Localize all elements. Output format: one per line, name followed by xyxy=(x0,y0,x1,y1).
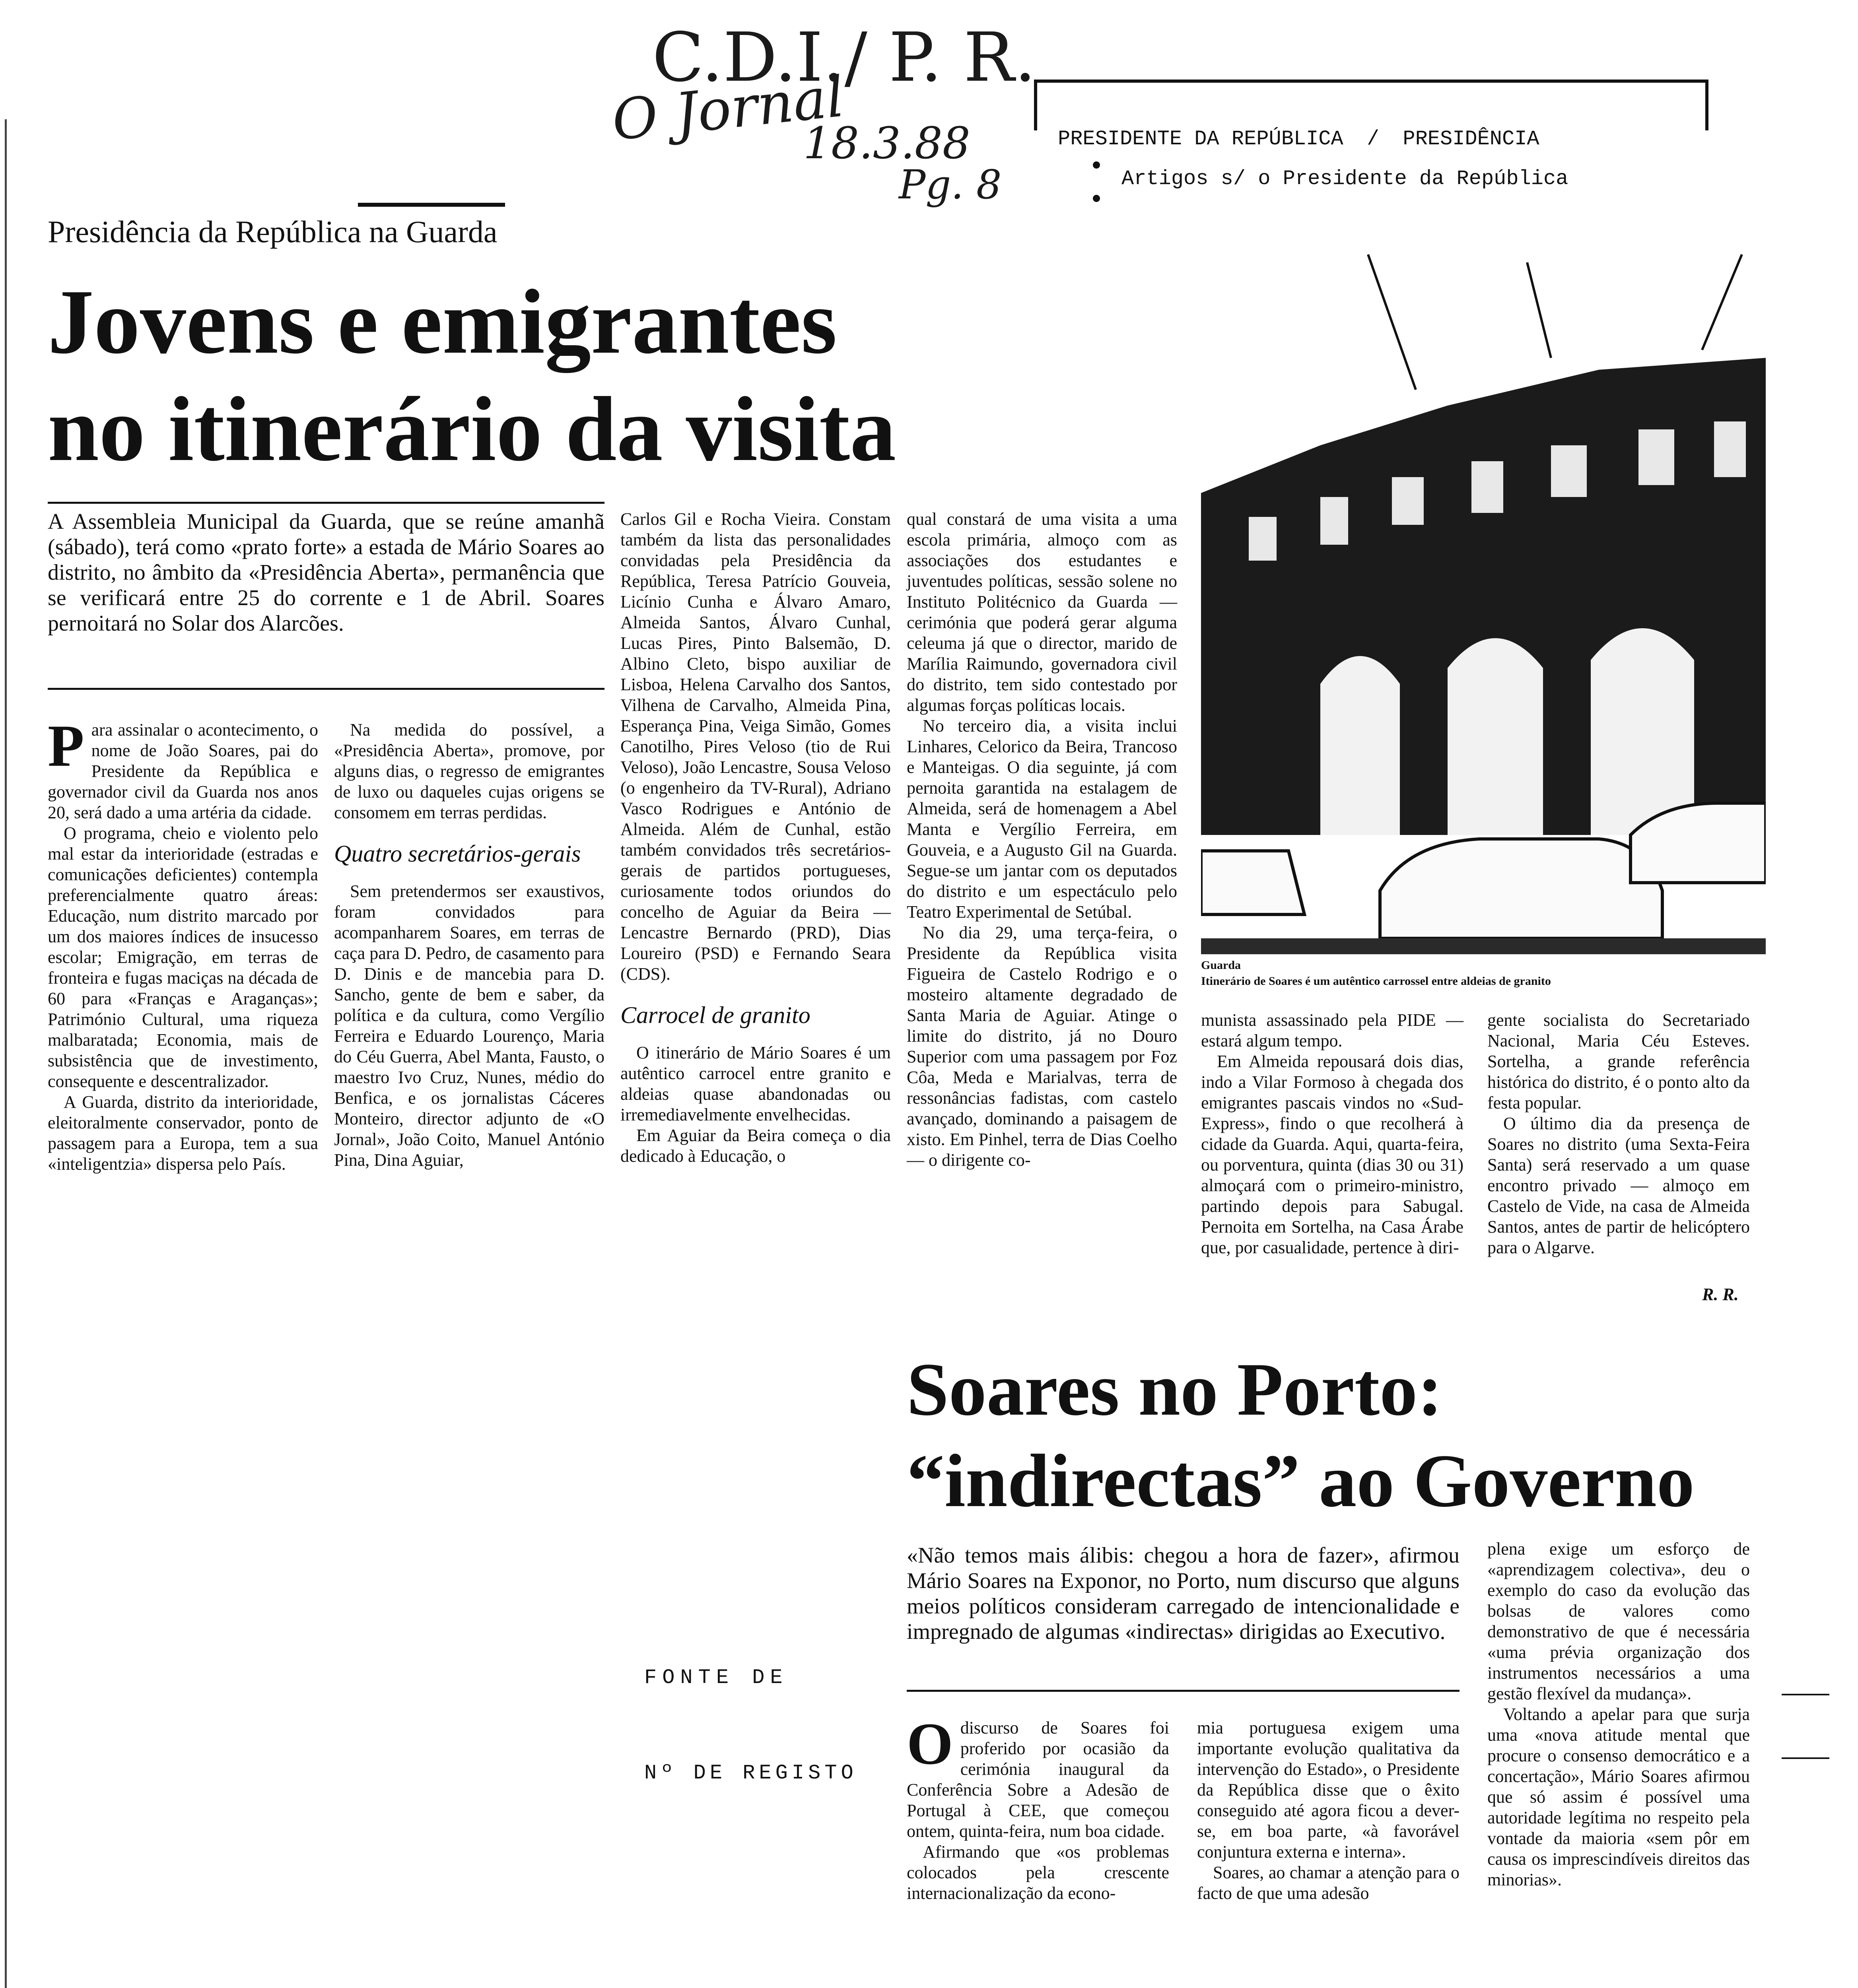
margin-mark xyxy=(1782,1694,1829,1695)
lead-rule-top xyxy=(48,502,604,504)
drop-cap: P xyxy=(48,713,84,779)
paragraph: plena exige um esforço de «aprendizagem colectiva», deu o exemplo do caso da evolução das bolsas de valores como demonstrativo de que é necessária «uma prévia organização dos instrumentos necessários a uma gestão flexível da mudança». xyxy=(1487,1539,1750,1703)
paragraph: munista assassinado pela PIDE — estará algum tempo. xyxy=(1201,1010,1463,1050)
photo-caption-title: Guarda xyxy=(1201,959,1241,972)
paragraph: Em Aguiar da Beira começa o dia dedicado à Educação, o xyxy=(620,1126,891,1166)
form-registo-label: Nº DE REGISTO xyxy=(644,1761,857,1785)
archive-header-line2: Artigos s/ o Presidente da República xyxy=(1121,167,1568,190)
paragraph: O itinerário de Mário Soares é um autêntico carrocel entre granito e aldeias quase abandonadas ou irremediavelmente envelhecidas. xyxy=(620,1043,891,1124)
archive-stamp: C.D.I./ P. R. xyxy=(652,18,1036,97)
paragraph: O último dia da presença de Soares no distrito (uma Sexta-Feira Santa) será reservado a um quase encontro privado — almoço em Castelo de Vide, na casa de Almeida Santos, antes de partir de helicóptero para o Algarve. xyxy=(1487,1114,1750,1257)
article1-column-4 xyxy=(907,509,1177,1171)
scan-edge-line xyxy=(5,119,7,1988)
bullet-icon xyxy=(1093,161,1100,169)
header-presidente: PRESIDENTE DA REPÚBLICA xyxy=(1058,127,1343,151)
drop-cap: O xyxy=(907,1711,953,1777)
handwritten-source: O Jornal xyxy=(609,64,847,153)
form-fonte-label: FONTE DE xyxy=(644,1666,788,1689)
paragraph: No dia 29, uma terça-feira, o Presidente da República visita Figueira de Castelo Rodrigo e o mosteiro altamente degradado de Santa Maria de Aguiar. Atinge o limite do distrito, já no Douro Superior com uma passagem por Foz Côa, Meda e Marialvas, terra de ressonâncias fadistas, com castelo avançado, dominando a paisagem de xisto. Em Pinhel, terra de Dias Coelho — o dirigente co- xyxy=(907,923,1177,1170)
photo-illustration xyxy=(1201,239,1766,954)
handwritten-date: 18.3.88 xyxy=(803,118,970,169)
bullet-icon xyxy=(1093,195,1100,202)
photo-caption-text: Itinerário de Soares é um autêntico carrossel entre aldeias de granito xyxy=(1201,975,1551,988)
article1-kicker: Presidência da República na Guarda xyxy=(48,214,498,249)
article2-lead: «Não temos mais álibis: chegou a hora de fazer», afirmou Mário Soares na Exponor, no Porto, num discurso que alguns meios políticos consideram carregado de intencionalidade e impregnado de algumas «indirectas» dirigidas ao Executivo. xyxy=(907,1543,1460,1644)
article1-column-2 xyxy=(334,720,604,1171)
paragraph: Afirmando que «os problemas colocados pela crescente internacionalização da econo- xyxy=(907,1842,1169,1903)
paragraph: qual constará de uma visita a uma escola primária, almoço com as associações dos estudantes e juventudes políticas, sessão solene no Instituto Politécnico da Guarda — cerimónia que poderá gerar alguma celeuma já que o director, marido de Marília Raimundo, governadora civil do distrito, tem sido contestado por algumas forças políticas locais. xyxy=(907,509,1177,715)
kicker-rule xyxy=(358,203,505,207)
handwritten-page: Pg. 8 xyxy=(899,161,1002,208)
article2-right-column xyxy=(1487,1539,1750,1890)
lead-rule-bottom xyxy=(48,688,604,690)
paragraph: O programa, cheio e violento pelo mal estar da interioridade (estradas e comunicações deficientes) contempla preferencialmente quatro áreas: Educação, num distrito marcado por um dos maiores índices de insucesso escolar; Emigração, em terras de fronteira e fugas maciças na década de 60 para «Franças e Araganças»; Património Cultural, uma riqueza malbaratada; Economia, mais de subsistência que de investimento, consequente e descentralizador. xyxy=(48,823,318,1091)
paragraph: Na medida do possível, a «Presidência Aberta», promove, por alguns dias, o regresso de emigrantes de luxo ou daqueles cujas origens se consomem em terras perdidas. xyxy=(334,720,604,822)
archive-header-line1 xyxy=(1058,127,1539,151)
article1-column-3 xyxy=(620,509,891,1167)
article2-title-line2: “indirectas” ao Governo xyxy=(907,1439,1695,1523)
guarda-photo xyxy=(1201,239,1766,954)
paragraph: Voltando a apelar para que surja uma «nova atitude mental que procure o consenso democrático e a concertação», Mário Soares afirmou que só assim é possível uma autoridade legítima no respeito pela vontade da maioria «sem pôr em causa os imprescindíveis direitos das minorias». xyxy=(1487,1705,1750,1889)
article1-title-line1: Jovens e emigrantes xyxy=(48,271,837,373)
subheading: Carrocel de granito xyxy=(620,1002,810,1028)
article1-title-line2: no itinerário da visita xyxy=(48,378,896,480)
paragraph: gente socialista do Secretariado Nacional, Maria Céu Esteves. Sortelha, a grande referência histórica do distrito, é o ponto alto da festa popular. xyxy=(1487,1010,1750,1112)
margin-mark xyxy=(1782,1757,1829,1759)
article2-title-line1: Soares no Porto: xyxy=(907,1348,1443,1431)
paragraph: A Guarda, distrito da interioridade, eleitoralmente conservador, ponto de passagem para a Europa, tem a sua «inteligentzia» dispersa pelo País. xyxy=(48,1092,318,1174)
article1-column-6 xyxy=(1487,1010,1750,1258)
paragraph: No terceiro dia, a visita inclui Linhares, Celorico da Beira, Trancoso e Manteigas. O dia seguinte, já com pernoita garantida na estalagem de Almeida, será de homenagem a Abel Manta e Vergílio Ferreira, em Gouveia, e a Augusto Gil na Guarda. Segue-se um jantar com os deputados do distrito e um espectáculo pelo Teatro Experimental de Setúbal. xyxy=(907,716,1177,922)
article1-column-1 xyxy=(48,713,318,1175)
article2-column-1 xyxy=(907,1711,1169,1904)
article2-column-2 xyxy=(1197,1718,1460,1904)
article2-lead-rule xyxy=(907,1690,1460,1692)
paragraph: Carlos Gil e Rocha Vieira. Constam também da lista das personalidades convidadas pela Presidência da República, Teresa Patrício Gouveia, Licínio Cunha e Álvaro Amaro, Almeida Santos, Álvaro Cunhal, Lucas Pires, Pinto Balsemão, D. Albino Cleto, bispo auxiliar de Lisboa, Helena Carvalho dos Santos, Vilhena de Carvalho, Almeida Pina, Esperança Pina, Veiga Simão, Gomes Canotilho, Pires Veloso (tio de Rui Veloso), João Lencastre, Sousa Veloso (o engenheiro da TV-Rural), Adriano Vasco Rodrigues e António de Almeida. Além de Cunhal, estão também convidados três secretários-gerais de partidos portugueses, curiosamente todos oriundos do concelho de Aguiar da Beira — Lencastre Bernardo (PRD), Dias Loureiro (PSD) e Fernando Seara (CDS). xyxy=(620,509,891,984)
paragraph: discurso de Soares foi proferido por ocasião da cerimónia inaugural da Conferência Sobre a Adesão de Portugal à CEE, que começou ontem, quinta-feira, num boa cidade. xyxy=(907,1718,1169,1841)
article1-lead: A Assembleia Municipal da Guarda, que se reúne amanhã (sábado), terá como «prato forte» a estada de Mário Soares ao distrito, no âmbito da «Presidência Aberta», permanência que se verificará entre 25 do corrente e 1 de Abril. Soares pernoitará no Solar dos Alarcões. xyxy=(48,509,604,636)
header-presidencia: PRESIDÊNCIA xyxy=(1403,127,1539,151)
paragraph: Soares, ao chamar a atenção para o facto de que uma adesão xyxy=(1197,1863,1460,1903)
archive-header-box xyxy=(1034,80,1708,130)
paragraph: mia portuguesa exigem uma importante evolução qualitativa da intervenção do Estado», o Presidente da República disse que o êxito conseguido até agora ficou a dever-se, em boa parte, «à favorável conjuntura externa e interna». xyxy=(1197,1718,1460,1862)
article1-signature: R. R. xyxy=(1702,1285,1739,1304)
paragraph: ara assinalar o acontecimento, o nome de João Soares, pai do Presidente da República e governador civil da Guarda nos anos 20, será dado a uma artéria da cidade. xyxy=(48,720,318,822)
paragraph: Sem pretendermos ser exaustivos, foram convidados para acompanharem Soares, em terras de caça para D. Pedro, de casamento para D. Dinis e de mancebia para D. Sancho, gente de bem e saber, da política e da cultura, como Vergílio Ferreira e Eduardo Lourenço, Maria do Céu Guerra, Abel Manta, Fausto, o maestro Ivo Cruz, Nunes, médio do Benfica, e os jornalistas Cáceres Monteiro, director adjunto de «O Jornal», João Coito, Manuel António Pina, Dina Aguiar, xyxy=(334,881,604,1170)
header-separator: / xyxy=(1366,127,1380,151)
paragraph: Em Almeida repousará dois dias, indo a Vilar Formoso à chegada dos emigrantes pascais vindos no «Sud-Express», findo o que recolherá à cidade da Guarda. Aqui, quarta-feira, ou porventura, quinta (dias 30 ou 31) almoçará com o primeiro-ministro, partindo depois para Sabugal. Pernoita em Sortelha, na Casa Árabe que, por casualidade, pertence à diri- xyxy=(1201,1052,1463,1257)
article1-column-5 xyxy=(1201,1010,1463,1258)
subheading: Quatro secretários-gerais xyxy=(334,841,581,867)
